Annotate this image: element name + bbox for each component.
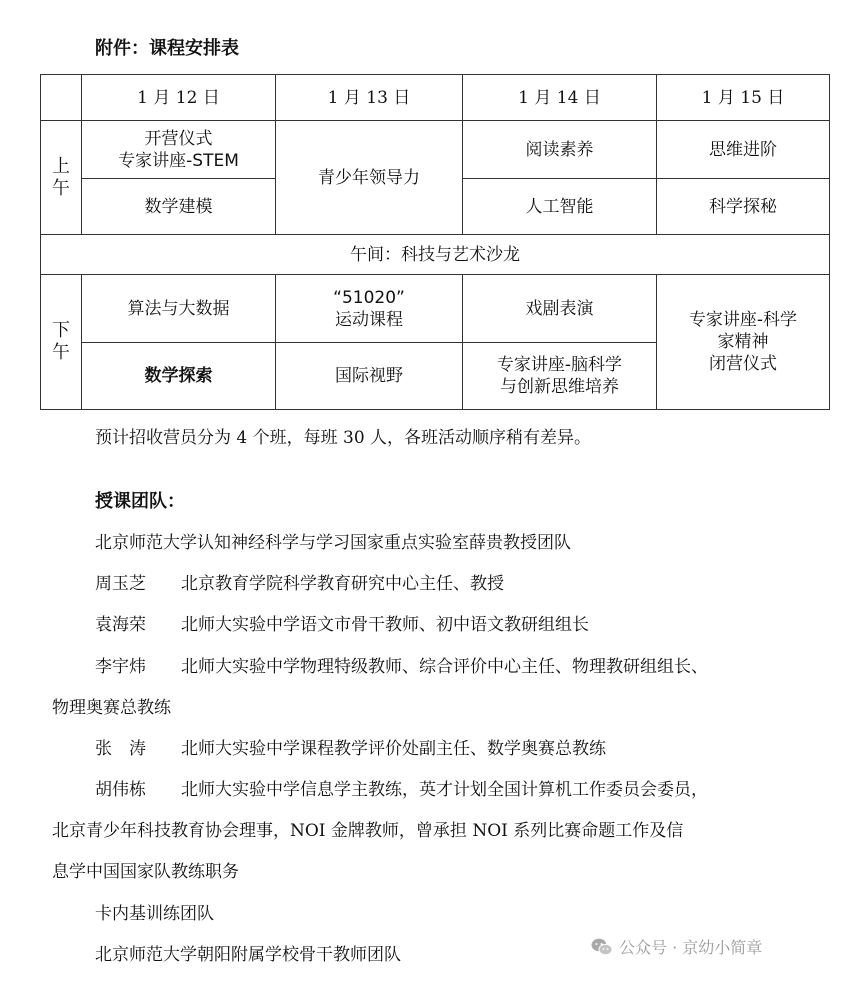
team-member-line: 卡内基训练团队 [95,904,214,924]
corner-cell [41,75,82,121]
date-header: 1 月 13 日 [276,75,463,121]
team-member-line: 北京师范大学朝阳附属学校骨干教师团队 [95,945,401,965]
date-header: 1 月 15 日 [657,75,830,121]
schedule-cell: 科学探秘 [657,179,830,235]
team-member-line [52,656,858,678]
schedule-cell: 数学建模 [82,179,276,235]
noon-row [41,235,830,275]
team-member-line [52,779,858,801]
table-row [41,121,830,179]
team-member-continued: 北京青少年科技教育协会理事，NOI 金牌教师，曾承担 NOI 系列比赛命题工作及信 [52,821,684,841]
member-desc: 北师大实验中学语文市骨干教师、初中语文教研组组长 [181,615,589,635]
table-row [41,275,830,343]
member-name: 张涛 [95,739,163,759]
course-schedule-table [40,74,830,410]
watermark [591,935,762,958]
schedule-cell: 专家讲座-脑科学 与创新思维培养 [463,343,657,410]
team-member-continued: 物理奥赛总教练 [52,698,171,718]
team-member-line [52,738,858,760]
attachment-title: 附件：课程安排表 [95,38,239,59]
schedule-cell: 国际视野 [276,343,463,410]
member-desc: 北京教育学院科学教育研究中心主任、教授 [181,574,504,594]
schedule-cell: 人工智能 [463,179,657,235]
date-header: 1 月 14 日 [463,75,657,121]
member-desc: 北师大实验中学信息学主教练，英才计划全国计算机工作委员会委员， [181,780,708,800]
noon-session: 午间：科技与艺术沙龙 [41,235,830,275]
member-name: 周玉芝 [95,574,146,594]
team-member-line [52,573,858,595]
team-member-line: 北京师范大学认知神经科学与学习国家重点实验室薛贵教授团队 [95,533,571,553]
afternoon-label: 下 午 [41,275,82,410]
watermark-text: 公众号 · 京幼小简章 [619,938,763,957]
schedule-cell: 开营仪式 专家讲座-STEM [82,121,276,179]
team-member-line [52,614,858,636]
team-member-continued: 息学中国国家队教练职务 [52,862,239,882]
schedule-cell: 阅读素养 [463,121,657,179]
wechat-icon [591,937,613,957]
member-name: 袁海荣 [95,615,146,635]
schedule-cell: “51020” 运动课程 [276,275,463,343]
schedule-cell: 数学探索 [82,343,276,410]
member-desc: 北师大实验中学物理特级教师、综合评价中心主任、物理教研组组长、 [181,657,708,677]
member-desc: 北师大实验中学课程教学评价处副主任、数学奥赛总教练 [181,739,606,759]
schedule-cell: 思维进阶 [657,121,830,179]
schedule-cell: 青少年领导力 [276,121,463,235]
enrollment-note: 预计招收营员分为 4 个班，每班 30 人，各班活动顺序稍有差异。 [95,428,592,448]
team-title: 授课团队： [95,491,185,512]
date-header-row [41,75,830,121]
date-header: 1 月 12 日 [82,75,276,121]
member-name: 李宇炜 [95,657,146,677]
morning-label: 上 午 [41,121,82,235]
schedule-cell: 专家讲座-科学 家精神 闭营仪式 [657,275,830,410]
schedule-cell: 戏剧表演 [463,275,657,343]
member-name: 胡伟栋 [95,780,146,800]
schedule-cell: 算法与大数据 [82,275,276,343]
